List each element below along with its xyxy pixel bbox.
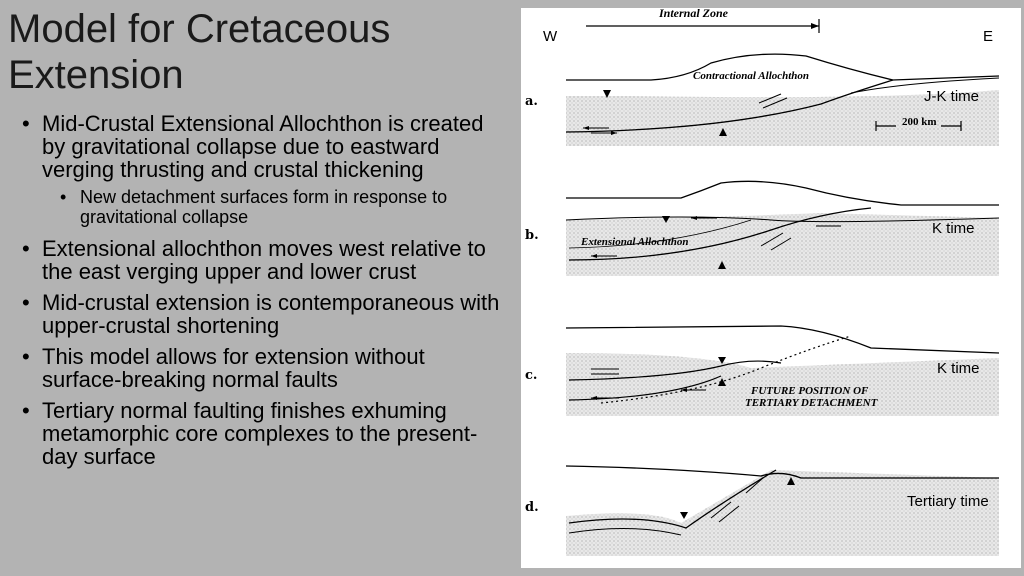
panel-c-time: K time	[937, 360, 980, 377]
panel-d-letter: d.	[525, 500, 539, 515]
slide-title: Model for Cretaceous Extension	[8, 7, 391, 97]
future-position-label: FUTURE POSITION OF	[751, 385, 869, 397]
panel-a-letter: a.	[525, 94, 538, 109]
cross-section-figure	[521, 8, 1021, 568]
bullet-2: • Extensional allochthon moves west relative to the east verging upper and lower crust	[22, 237, 507, 283]
bullet-1: • Mid-Crustal Extensional Allochthon is created by gravitational collapse due to eastward verging thrusting and crustal thickening	[22, 112, 507, 181]
sub-bullet-1: • New detachment surfaces form in response to gravitational collapse	[58, 187, 507, 227]
panel-d-section	[566, 466, 999, 556]
bullet-3: • Mid-crustal extension is contemporaneous with upper-crustal shortening	[22, 291, 507, 337]
bullet-list	[22, 112, 507, 476]
contractional-allochthon-label: Contractional Allochthon	[693, 70, 810, 82]
extensional-allochthon-label: Extensional Allochthon	[581, 236, 689, 248]
internal-zone-label: Internal Zone	[659, 6, 729, 20]
tertiary-detachment-label: TERTIARY DETACHMENT	[745, 397, 878, 409]
bullet-5: • Tertiary normal faulting finishes exhuming metamorphic core complexes to the present-day surface	[22, 399, 507, 468]
panel-b-time: K time	[932, 220, 975, 237]
scale-label: 200 km	[902, 116, 937, 128]
panel-c-letter: c.	[525, 368, 538, 383]
panel-d-time: Tertiary time	[907, 493, 989, 510]
bullet-4: • This model allows for extension without surface-breaking normal faults	[22, 345, 507, 391]
panel-a-time: J-K time	[924, 88, 980, 105]
east-label: E	[983, 28, 994, 45]
west-label: W	[543, 28, 558, 45]
panel-b-letter: b.	[525, 228, 539, 243]
